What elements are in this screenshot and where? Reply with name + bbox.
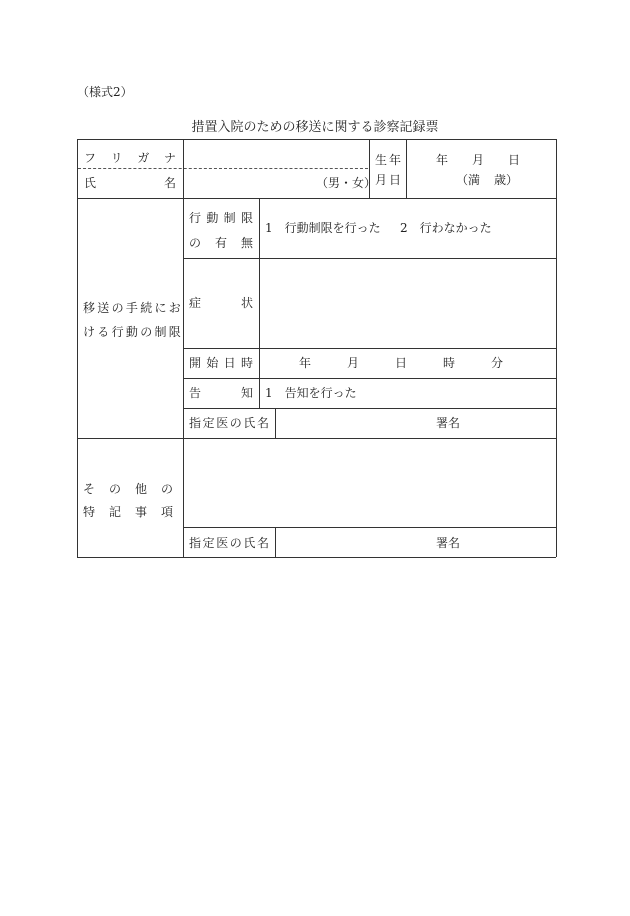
furigana-label: フ リ ガ ナ [84, 151, 176, 165]
notice-label: 告 知 [189, 386, 253, 400]
sex-selector[interactable]: （男・女） [316, 176, 377, 190]
other-doctor-name-label: 指 定 医 の 氏 名 [189, 536, 269, 550]
notice-option[interactable]: 1 告知を行った [265, 386, 357, 400]
form-label: （様式2） [77, 85, 133, 99]
name-label: 氏 名 [84, 176, 176, 190]
restriction-section-label-2: ける行動の制限 [83, 325, 184, 339]
birth-date-label-2: 月日 [375, 173, 404, 187]
start-datetime-label: 開 始 日 時 [189, 356, 253, 370]
restriction-option-performed[interactable]: 1 行動制限を行った [265, 221, 381, 235]
page-title: 措置入院のための移送に関する診察記録票 [191, 120, 439, 135]
birth-date-field[interactable]: 年 月 日 [436, 153, 520, 167]
symptom-field[interactable] [260, 259, 555, 347]
restriction-section-label: 移送の手続にお [83, 301, 184, 315]
furigana-field[interactable] [184, 140, 368, 167]
doctor-name-label: 指 定 医 の 氏 名 [189, 416, 269, 430]
name-field[interactable] [184, 169, 304, 197]
age-field[interactable]: （満 歳） [456, 173, 518, 187]
signature-field[interactable]: 署名 [436, 416, 461, 430]
other-notes-label: そ の 他 の [83, 482, 173, 496]
restriction-presence-label: 行 動 制 限 [189, 211, 253, 225]
restriction-presence-label-2: の 有 無 [189, 236, 253, 250]
other-notes-field[interactable] [184, 439, 555, 526]
other-notes-label-2: 特 記 事 項 [83, 505, 173, 519]
start-datetime-field[interactable]: 年 月 日 時 分 [299, 356, 503, 370]
other-signature-field[interactable]: 署名 [436, 536, 461, 550]
restriction-option-not-performed[interactable]: 2 行わなかった [400, 221, 492, 235]
birth-date-label: 生年 [375, 153, 404, 167]
symptom-label: 症 状 [189, 296, 253, 310]
